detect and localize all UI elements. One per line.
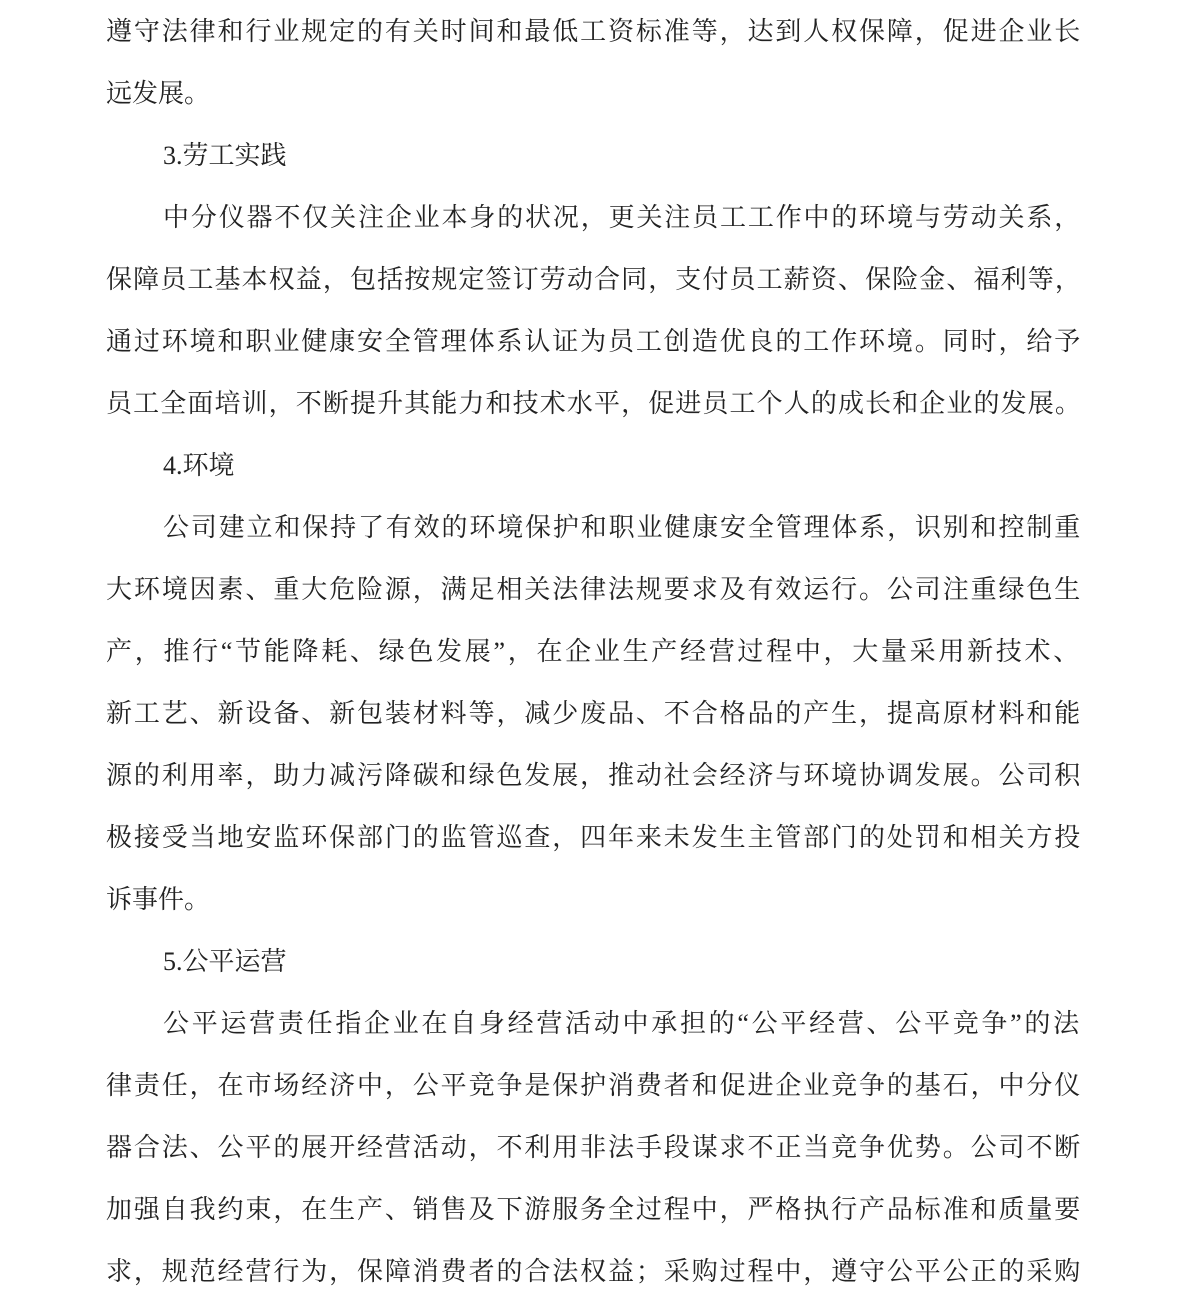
text-line: 遵守法律和行业规定的有关时间和最低工资标准等，达到人权保障，促进企业长 xyxy=(106,17,1083,46)
text-line: 诉事件。 xyxy=(106,885,211,914)
text-line: 加强自我约束，在生产、销售及下游服务全过程中，严格执行产品标准和质量要 xyxy=(106,1195,1083,1224)
text-line: 公平运营责任指企业在自身经营活动中承担的“公平经营、公平竞争”的法 xyxy=(163,1009,1082,1038)
section-heading-environment: 4.环境 xyxy=(163,451,235,480)
section-heading-fair-operation: 5.公平运营 xyxy=(163,947,287,976)
section-heading-labor-practices: 3.劳工实践 xyxy=(163,141,287,170)
text-line: 公司建立和保持了有效的环境保护和职业健康安全管理体系，识别和控制重 xyxy=(163,513,1083,542)
text-line: 通过环境和职业健康安全管理体系认证为员工创造优良的工作环境。同时，给予 xyxy=(106,327,1083,356)
text-line: 律责任，在市场经济中，公平竞争是保护消费者和促进企业竞争的基石，中分仪 xyxy=(106,1071,1083,1100)
text-line: 器合法、公平的展开经营活动，不利用非法手段谋求不正当竞争优势。公司不断 xyxy=(106,1133,1083,1162)
text-line: 员工全面培训，不断提升其能力和技术水平，促进员工个人的成长和企业的发展。 xyxy=(106,389,1082,418)
text-line: 保障员工基本权益，包括按规定签订劳动合同，支付员工薪资、保险金、福利等， xyxy=(106,265,1082,294)
text-line: 大环境因素、重大危险源，满足相关法律法规要求及有效运行。公司注重绿色生 xyxy=(106,575,1083,604)
text-line: 新工艺、新设备、新包装材料等，减少废品、不合格品的产生，提高原材料和能 xyxy=(106,699,1083,728)
text-line: 中分仪器不仅关注企业本身的状况，更关注员工工作中的环境与劳动关系， xyxy=(163,203,1083,232)
text-line: 极接受当地安监环保部门的监管巡查，四年来未发生主管部门的处罚和相关方投 xyxy=(106,823,1083,852)
text-line: 源的利用率，助力减污降碳和绿色发展，推动社会经济与环境协调发展。公司积 xyxy=(106,761,1083,790)
text-line: 产，推行“节能降耗、绿色发展”，在企业生产经营过程中，大量采用新技术、 xyxy=(106,637,1082,666)
text-line: 远发展。 xyxy=(106,79,211,108)
text-line: 求，规范经营行为，保障消费者的合法权益；采购过程中，遵守公平公正的采购 xyxy=(106,1257,1083,1286)
